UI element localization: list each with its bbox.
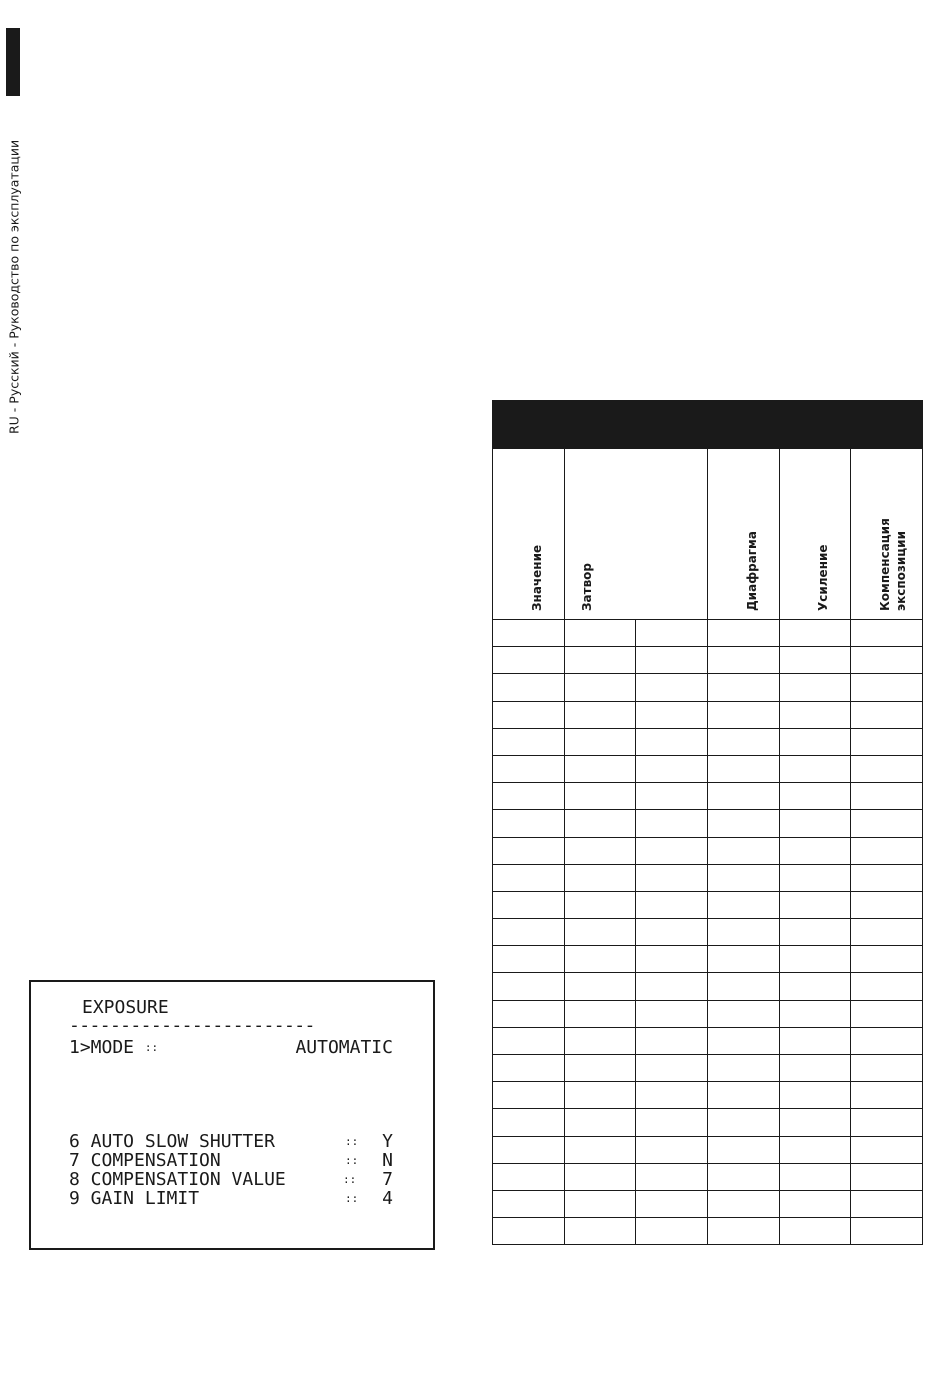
table-cell — [780, 973, 851, 1000]
table-cell — [565, 810, 636, 837]
header-iris: Диафрагма — [708, 449, 780, 620]
header-value: Значение — [493, 449, 565, 620]
table-cell — [565, 1163, 636, 1190]
table-row — [493, 620, 923, 647]
table-cell — [493, 783, 565, 810]
table-cell — [565, 891, 636, 918]
table-cell — [708, 728, 780, 755]
table-cell — [708, 755, 780, 782]
table-cell — [636, 946, 708, 973]
table-cell — [565, 864, 636, 891]
table-cell — [780, 919, 851, 946]
table-cell — [493, 701, 565, 728]
table-title-band — [493, 401, 923, 449]
table-cell — [493, 973, 565, 1000]
table-cell — [851, 728, 923, 755]
table-cell — [493, 891, 565, 918]
table-cell — [565, 1190, 636, 1217]
table-cell — [636, 701, 708, 728]
table-cell — [708, 783, 780, 810]
table-row — [493, 728, 923, 755]
table-cell — [708, 647, 780, 674]
table-cell — [780, 620, 851, 647]
table-cell — [565, 1055, 636, 1082]
table-cell — [851, 1163, 923, 1190]
osd-item-colon: :: — [345, 1154, 359, 1167]
table-cell — [565, 1082, 636, 1109]
table-cell — [708, 701, 780, 728]
table-cell — [565, 647, 636, 674]
table-cell — [780, 864, 851, 891]
table-cell — [565, 1000, 636, 1027]
table-cell — [780, 891, 851, 918]
osd-item-label: 8 COMPENSATION VALUE — [69, 1169, 286, 1190]
table-cell — [636, 864, 708, 891]
table-body — [493, 620, 923, 1245]
table-row — [493, 946, 923, 973]
table-cell — [851, 919, 923, 946]
table-cell — [493, 728, 565, 755]
osd-mode-value: AUTOMATIC — [295, 1037, 393, 1058]
table-cell — [493, 1109, 565, 1136]
table-cell — [708, 891, 780, 918]
osd-item-label: 9 GAIN LIMIT — [69, 1188, 200, 1209]
table-cell — [708, 946, 780, 973]
table-row — [493, 973, 923, 1000]
table-cell — [851, 755, 923, 782]
osd-item-label: 6 AUTO SLOW SHUTTER — [69, 1131, 275, 1152]
table-cell — [493, 1027, 565, 1054]
table-cell — [636, 1190, 708, 1217]
header-compensation: Компенсация экспозиции — [851, 449, 923, 620]
table-row — [493, 1136, 923, 1163]
table-cell — [851, 1082, 923, 1109]
table-row — [493, 1190, 923, 1217]
table-cell — [565, 1218, 636, 1245]
table-row — [493, 783, 923, 810]
table-cell — [780, 946, 851, 973]
table-cell — [565, 701, 636, 728]
table-cell — [565, 1027, 636, 1054]
table-cell — [851, 973, 923, 1000]
osd-exposure-menu — [29, 980, 435, 1250]
table-cell — [780, 783, 851, 810]
table-cell — [636, 891, 708, 918]
table-cell — [565, 728, 636, 755]
table-cell — [780, 674, 851, 701]
table-cell — [493, 1082, 565, 1109]
osd-mode-label: 1>MODE :: — [69, 1037, 159, 1058]
osd-item-value: Y — [382, 1131, 393, 1152]
table-cell — [851, 810, 923, 837]
table-cell — [780, 1055, 851, 1082]
table-cell — [493, 1190, 565, 1217]
table-cell — [780, 837, 851, 864]
table-cell — [780, 810, 851, 837]
table-cell — [851, 1027, 923, 1054]
table-cell — [565, 946, 636, 973]
table-cell — [708, 1136, 780, 1163]
table-cell — [851, 647, 923, 674]
osd-item-colon: :: — [345, 1135, 359, 1148]
osd-item-colon: :: — [343, 1173, 357, 1186]
table-cell — [493, 647, 565, 674]
osd-item-value: N — [382, 1150, 393, 1171]
table-cell — [636, 1027, 708, 1054]
table-cell — [636, 1136, 708, 1163]
osd-item-value: 4 — [382, 1188, 393, 1209]
chapter-tab-marker — [6, 28, 20, 96]
table-row — [493, 1109, 923, 1136]
table-row — [493, 1027, 923, 1054]
table-cell — [565, 755, 636, 782]
table-cell — [851, 1190, 923, 1217]
table-cell — [493, 1218, 565, 1245]
table-cell — [851, 1218, 923, 1245]
table-cell — [565, 1136, 636, 1163]
table-cell — [851, 1136, 923, 1163]
table-cell — [780, 701, 851, 728]
table-cell — [708, 620, 780, 647]
table-cell — [708, 1000, 780, 1027]
table-row — [493, 837, 923, 864]
table-cell — [493, 946, 565, 973]
table-cell — [851, 701, 923, 728]
table-cell — [636, 1055, 708, 1082]
table-cell — [851, 864, 923, 891]
table-row — [493, 1082, 923, 1109]
table-cell — [780, 1082, 851, 1109]
table-row — [493, 810, 923, 837]
table-cell — [493, 864, 565, 891]
table-cell — [636, 1218, 708, 1245]
table-cell — [636, 1163, 708, 1190]
table-cell — [493, 755, 565, 782]
table-cell — [780, 1109, 851, 1136]
table-cell — [565, 837, 636, 864]
table-cell — [780, 1027, 851, 1054]
table-row — [493, 1000, 923, 1027]
table-row — [493, 864, 923, 891]
table-row — [493, 647, 923, 674]
table-cell — [636, 1109, 708, 1136]
table-cell — [636, 810, 708, 837]
table-cell — [780, 1000, 851, 1027]
running-header: RU - Русский - Руководство по эксплуатации — [6, 139, 22, 434]
table-cell — [636, 620, 708, 647]
table-cell — [780, 728, 851, 755]
table-cell — [636, 837, 708, 864]
table-cell — [493, 919, 565, 946]
exposure-table — [492, 400, 923, 1245]
table-cell — [708, 674, 780, 701]
table-cell — [780, 1163, 851, 1190]
table-cell — [636, 674, 708, 701]
table-cell — [708, 1163, 780, 1190]
osd-menu-title: EXPOSURE — [82, 997, 169, 1018]
table-cell — [636, 973, 708, 1000]
table-cell — [493, 1055, 565, 1082]
table-cell — [780, 1190, 851, 1217]
header-shutter: Затвор — [565, 449, 708, 620]
table-cell — [851, 783, 923, 810]
table-row — [493, 891, 923, 918]
table-cell — [780, 755, 851, 782]
table-cell — [851, 1109, 923, 1136]
table-cell — [780, 647, 851, 674]
table-cell — [636, 647, 708, 674]
table-cell — [708, 1109, 780, 1136]
table-cell — [780, 1136, 851, 1163]
table-cell — [851, 891, 923, 918]
table-cell — [493, 620, 565, 647]
table-cell — [851, 1055, 923, 1082]
table-row — [493, 755, 923, 782]
table-row — [493, 1163, 923, 1190]
table-cell — [565, 973, 636, 1000]
table-cell — [708, 973, 780, 1000]
table-cell — [851, 946, 923, 973]
table-cell — [780, 1218, 851, 1245]
table-cell — [708, 1027, 780, 1054]
table-row — [493, 1218, 923, 1245]
osd-item-colon: :: — [345, 1192, 359, 1205]
table-cell — [565, 1109, 636, 1136]
table-cell — [565, 783, 636, 810]
header-gain: Усиление — [780, 449, 851, 620]
table-cell — [565, 620, 636, 647]
table-cell — [636, 919, 708, 946]
table-cell — [493, 810, 565, 837]
table-cell — [851, 1000, 923, 1027]
table-header-row — [493, 449, 923, 620]
table-cell — [708, 864, 780, 891]
table-cell — [636, 728, 708, 755]
table-cell — [493, 674, 565, 701]
table-cell — [493, 1163, 565, 1190]
table-cell — [708, 1082, 780, 1109]
table-cell — [708, 1055, 780, 1082]
table-cell — [636, 783, 708, 810]
table-cell — [708, 919, 780, 946]
table-cell — [636, 755, 708, 782]
osd-item-value: 7 — [382, 1169, 393, 1190]
table-cell — [565, 674, 636, 701]
table-cell — [708, 837, 780, 864]
table-cell — [708, 1190, 780, 1217]
table-cell — [851, 837, 923, 864]
table-cell — [565, 919, 636, 946]
table-cell — [493, 1000, 565, 1027]
table-cell — [636, 1000, 708, 1027]
table-row — [493, 919, 923, 946]
table-row — [493, 1055, 923, 1082]
table-cell — [493, 837, 565, 864]
table-row — [493, 674, 923, 701]
osd-separator: ------------------------ — [69, 1015, 315, 1036]
table-row — [493, 701, 923, 728]
table-cell — [851, 620, 923, 647]
table-cell — [708, 810, 780, 837]
table-cell — [493, 1136, 565, 1163]
table-cell — [708, 1218, 780, 1245]
table-cell — [851, 674, 923, 701]
osd-item-label: 7 COMPENSATION — [69, 1150, 221, 1171]
table-cell — [636, 1082, 708, 1109]
